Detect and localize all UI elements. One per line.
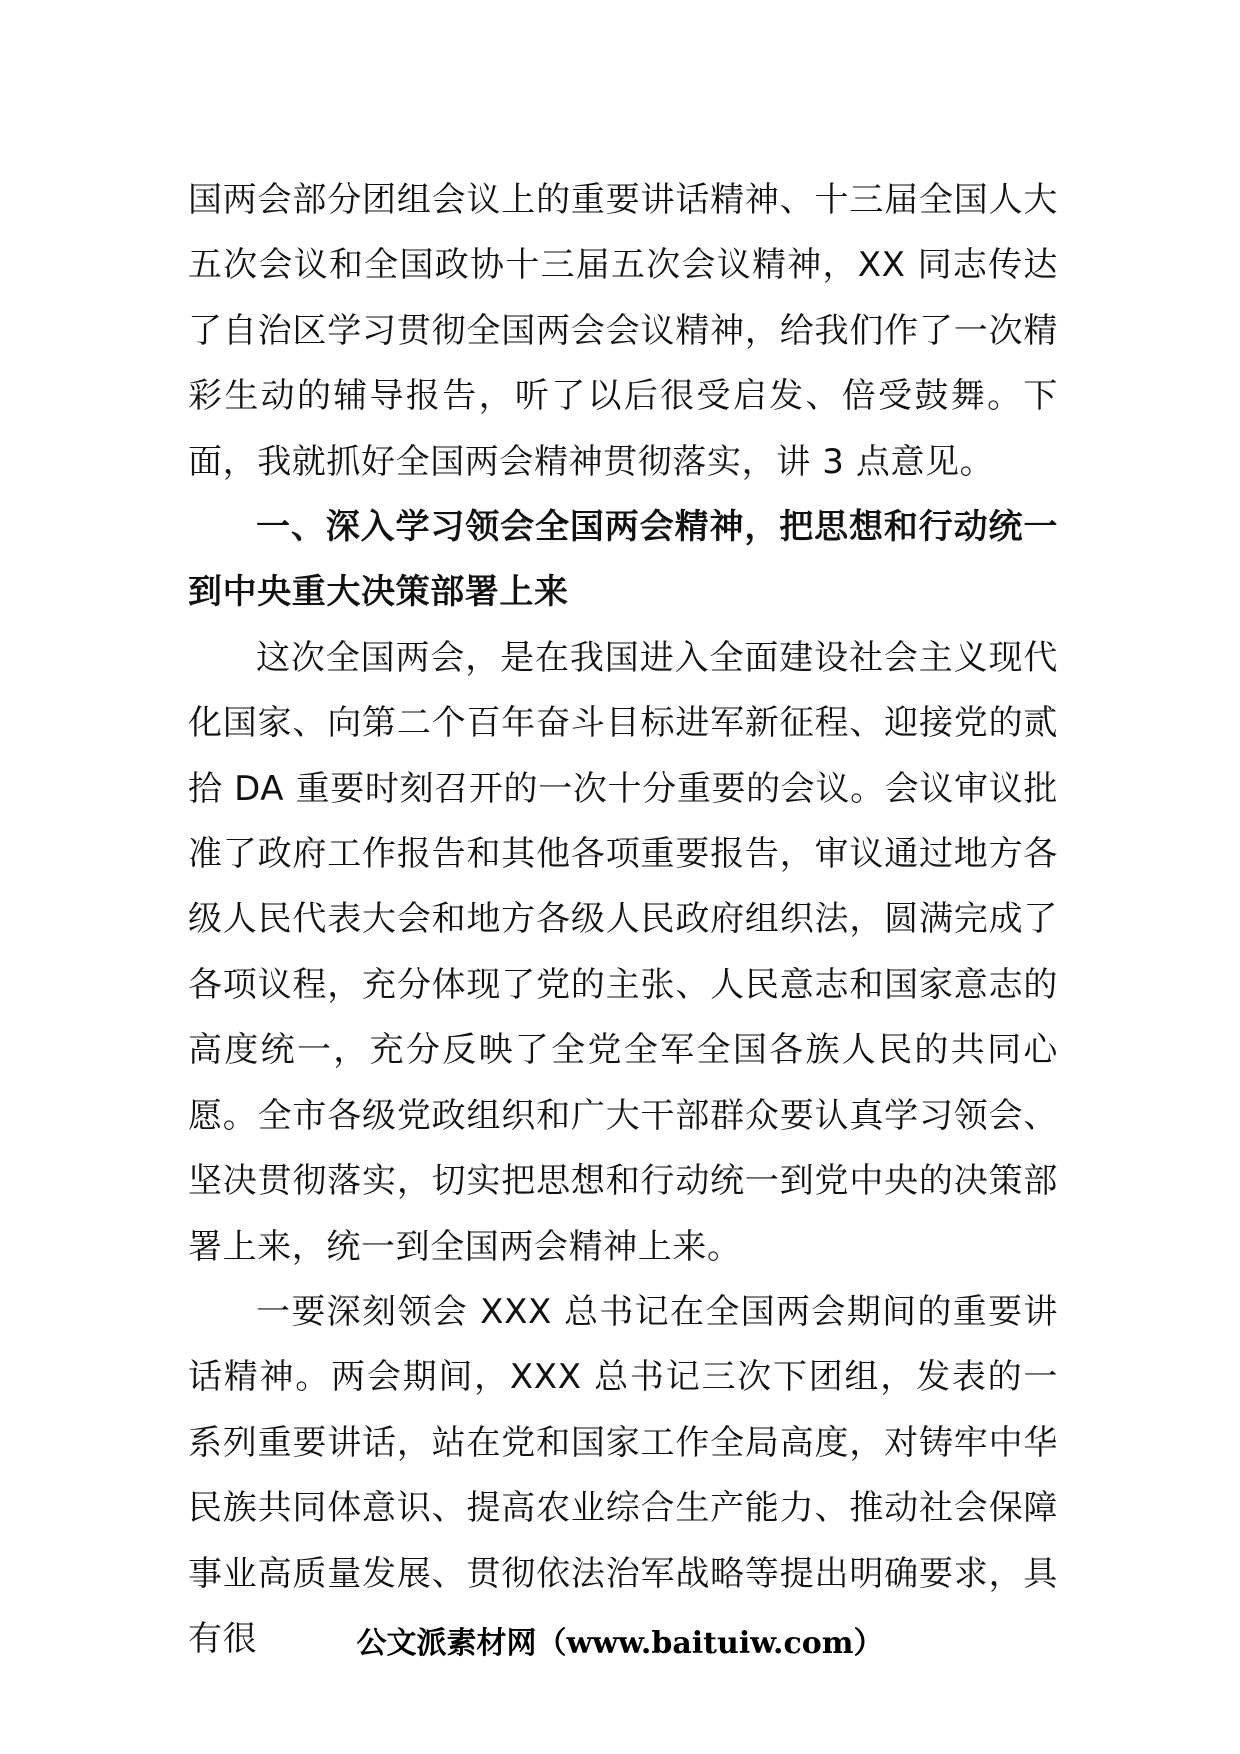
paragraph-session-overview: 这次全国两会，是在我国进入全面建设社会主义现代化国家、向第二个百年奋斗目标进军新征程、迎接党的贰拾 DA 重要时刻召开的一次十分重要的会议。会议审议批准了政府工作报告和其他各项重要报告，审议通过地方各级人民代表大会和地方各级人民政府组织法，圆满完成了各项议程，充分体现了党的主张、人民意志和国家意志的高度统一，充分反映了全党全军全国各族人民的共同心愿。全市各级党政组织和广大干部群众要认真学习领会、坚决贯彻落实，切实把思想和行动统一到党中央的决策部署上来，统一到全国两会精神上来。 [188, 637, 1058, 1267]
paragraph-point-one: 一要深刻领会 XXX 总书记在全国两会期间的重要讲话精神。两会期间，XXX 总书记三次下团组，发表的一系列重要讲话，站在党和国家工作全局高度，对铸牢中华民族共同体意识、提高农业综合生产能力、推动社会保障事业高质量发展、贯彻依法治军战略等提出明确要求，具有很 [188, 1291, 1058, 1659]
footer-watermark: 公文派素材网（www.baituiw.com） [356, 1626, 884, 1661]
section-heading-1: 一、深入学习领会全国两会精神，把思想和行动统一到中央重大决策部署上来 [188, 507, 1058, 613]
paragraph-intro: 国两会部分团组会议上的重要讲话精神、十三届全国人大五次会议和全国政协十三届五次会议精神，XX 同志传达了自治区学习贯彻全国两会会议精神，给我们作了一次精彩生动的辅导报告，听了以后很受启发、倍受鼓舞。下面，我就抓好全国两会精神贯彻落实，讲 3 点意见。 [188, 180, 1058, 482]
document-body [188, 168, 1058, 1672]
